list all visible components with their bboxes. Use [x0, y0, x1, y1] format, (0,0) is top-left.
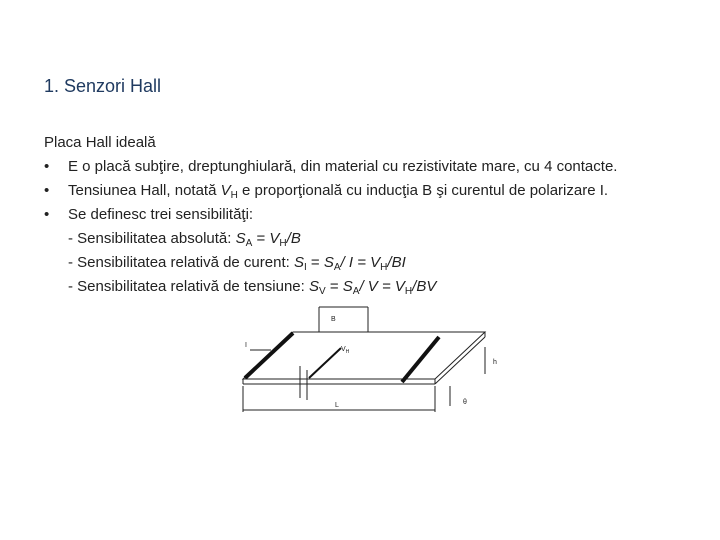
subscript: A [352, 286, 360, 297]
bullet-text: Se definesc trei sensibilităţi: [68, 206, 254, 223]
hall-plate-diagram [235, 302, 505, 417]
label-vh-sub: H [345, 349, 350, 355]
hall-contact-front [309, 348, 341, 378]
bullet-item [44, 203, 617, 227]
symbol-s: S [235, 230, 246, 247]
bullet-text: e proporţională cu inducţia B şi curentul de polarizare I. [237, 182, 609, 199]
symbol-v: V [269, 230, 280, 247]
definition-label: - Sensibilitatea relativă de curent: [68, 254, 294, 271]
plate-outline [243, 332, 485, 379]
formula-rest: /BI [387, 254, 406, 271]
definition-voltage [44, 275, 617, 299]
plate-side-edge [435, 337, 485, 384]
definition-label: - Sensibilitatea relativă de tensiune: [68, 278, 309, 295]
definition-absolute [44, 227, 617, 251]
symbol-v: V [220, 182, 231, 199]
subscript: I [303, 262, 307, 273]
label-h: h [493, 359, 497, 366]
subscript: A [245, 238, 253, 249]
label-vh-main: V [341, 346, 346, 353]
symbol-v: V [394, 278, 405, 295]
formula-mid: / I = [340, 254, 371, 271]
label-i: I [245, 342, 247, 349]
formula-rest: /BV [412, 278, 437, 295]
formula-mid: / V = [359, 278, 395, 295]
label-theta: θ [463, 399, 467, 406]
label-vh [341, 346, 350, 355]
equals: = [306, 254, 324, 271]
symbol-v: V [370, 254, 381, 271]
bullet-item [44, 179, 617, 203]
slide-title: 1. Senzori Hall [44, 76, 162, 96]
bullet-text: E o placă subţire, dreptunghiulară, din material cu rezistivitate mare, cu 4 contacte. [68, 158, 618, 175]
symbol-s: S [308, 278, 319, 295]
equals: = [325, 278, 343, 295]
subscript: H [230, 190, 238, 201]
section-heading: Placa Hall ideală [44, 134, 156, 151]
symbol-s: S [342, 278, 353, 295]
current-contact-left [245, 333, 293, 378]
subscript: H [380, 262, 388, 273]
bullet-dot: • [44, 206, 50, 223]
label-b: B [331, 316, 336, 323]
definition-current [44, 251, 617, 275]
bullet-dot: • [44, 182, 50, 199]
symbol-s: S [323, 254, 334, 271]
slide-content [44, 131, 617, 299]
formula-rest: /B [286, 230, 301, 247]
label-l: L [335, 402, 339, 409]
subscript: H [279, 238, 287, 249]
subscript: A [333, 262, 341, 273]
subscript: V [319, 286, 326, 297]
bullet-dot: • [44, 158, 50, 175]
current-contact-right [402, 337, 439, 382]
subscript: H [404, 286, 413, 297]
bullet-text: Tensiunea Hall, notată [68, 182, 221, 199]
equals: = [252, 230, 270, 247]
bullet-item [44, 155, 617, 179]
definition-label: - Sensibilitatea absolută: [68, 230, 236, 247]
symbol-s: S [293, 254, 304, 271]
